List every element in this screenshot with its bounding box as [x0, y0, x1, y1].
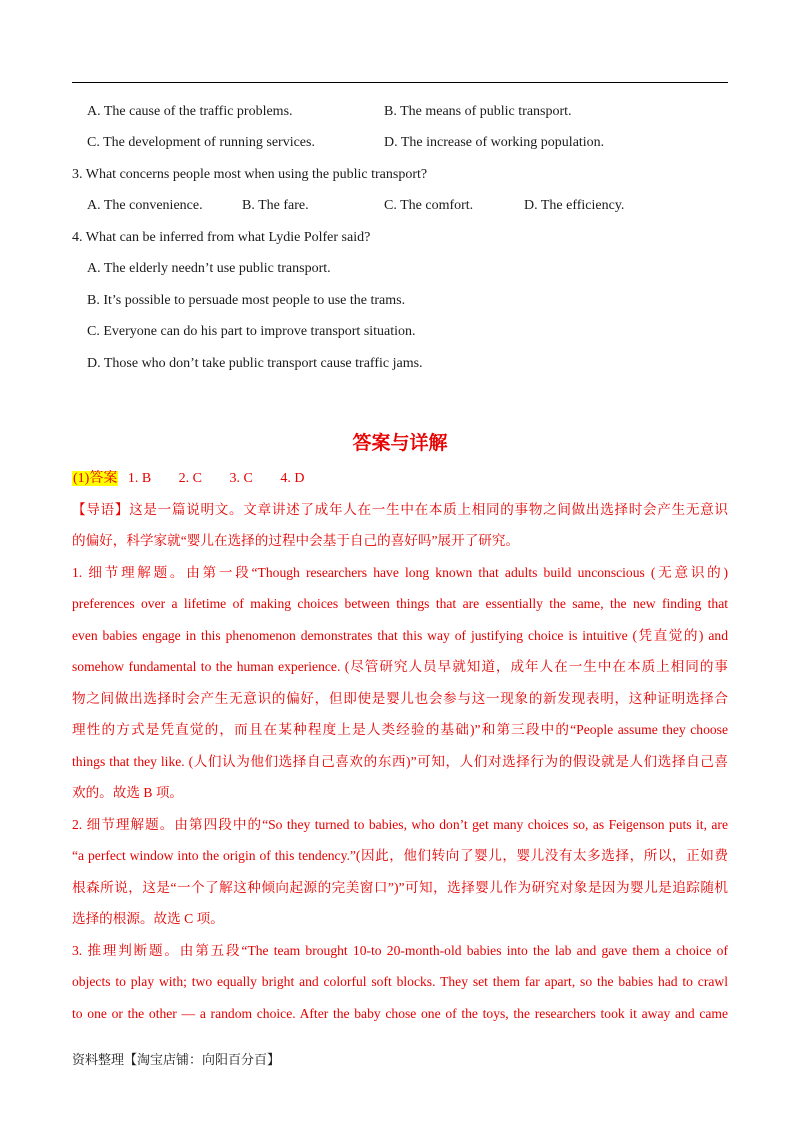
answer-key-row — [72, 470, 304, 488]
answer-section-title: 答案与详解 — [352, 432, 448, 454]
q4-option-b: B. It’s possible to persuade most people to use the trams. — [87, 293, 406, 308]
item2-line: “a perfect window into the origin of this tendency.”(因此，他们转向了婴儿，婴儿没有太多选择，所以，正如费 — [72, 848, 728, 863]
answer-2: 2. C — [178, 471, 203, 486]
q3-option-b: B. The fare. — [242, 198, 309, 213]
item1-line: 欢的。故选 B 项。 — [72, 785, 184, 800]
intro-line: 【导语】这是一篇说明文。文章讲述了成年人在一生中在本质上相同的事物之间做出选择时会产生无意识 — [72, 502, 728, 517]
item3-line: 3. 推理判断题。由第五段“The team brought 10-to 20-month-old babies into the lab and gave them a choice of — [72, 943, 728, 958]
answer-1: 1. B — [127, 471, 152, 486]
q2-option-b: B. The means of public transport. — [384, 104, 572, 119]
item1-line: things that they like. (人们认为他们选择自己喜欢的东西)”可知，人们对选择行为的假设就是人们选择自己喜 — [72, 754, 728, 769]
intro-line: 的偏好，科学家就“婴儿在选择的过程中会基于自己的喜好吗”展开了研究。 — [72, 533, 520, 548]
answer-3: 3. C — [229, 471, 253, 486]
item2-line: 选择的根源。故选 C 项。 — [72, 911, 224, 926]
header-rule — [72, 82, 728, 83]
item3-line: to one or the other — a random choice. After the baby chose one of the toys, the researchers took it away and came — [72, 1006, 728, 1021]
item1-line: somehow fundamental to the human experience. (尽管研究人员早就知道，成年人在一生中在本质上相同的事 — [72, 659, 728, 674]
item1-line: 物之间做出选择时会产生无意识的偏好，但即使是婴儿也会参与这一现象的新发现表明，这种证明选择合 — [72, 691, 728, 706]
q3-option-c: C. The comfort. — [384, 198, 474, 213]
item2-line: 2. 细节理解题。由第四段中的“So they turned to babies, who don’t get many choices so, as Feigenson puts it, are — [72, 817, 728, 832]
q2-option-a: A. The cause of the traffic problems. — [87, 104, 293, 119]
item1-line: preferences over a lifetime of making choices between things that are essentially the same, the new finding that — [72, 596, 728, 611]
q3-option-d: D. The efficiency. — [524, 198, 625, 213]
page-footer: 资料整理【淘宝店铺：向阳百分百】 — [72, 1053, 281, 1068]
q3-option-a: A. The convenience. — [87, 198, 203, 213]
answer-4: 4. D — [280, 471, 305, 486]
item3-line: objects to play with; two equally bright and colorful soft blocks. They set them far apart, so the babies had to crawl — [72, 974, 728, 989]
q2-option-d: D. The increase of working population. — [384, 135, 605, 150]
item1-line: 理性的方式是凭直觉的，而且在某种程度上是人类经验的基础)”和第三段中的“People assume they choose — [72, 722, 728, 737]
answer-label: (1)答案 — [73, 471, 118, 486]
q4-stem: 4. What can be inferred from what Lydie Polfer said? — [72, 230, 371, 245]
item2-line: 根森所说，这是“一个了解这种倾向起源的完美窗口”)”可知，选择婴儿作为研究对象是因为婴儿是追踪随机 — [72, 880, 728, 895]
q4-option-a: A. The elderly needn’t use public transport. — [87, 261, 331, 276]
q2-option-c: C. The development of running services. — [87, 135, 315, 150]
q4-option-d: D. Those who don’t take public transport cause traffic jams. — [87, 356, 423, 371]
q3-stem: 3. What concerns people most when using the public transport? — [72, 167, 428, 182]
item1-line: even babies engage in this phenomenon demonstrates that this way of justifying choice is intuitive (凭直觉的) and — [72, 628, 728, 643]
q4-option-c: C. Everyone can do his part to improve transport situation. — [87, 324, 416, 339]
item1-line: 1. 细节理解题。由第一段“Though researchers have long known that adults build unconscious (无意识的) — [72, 565, 728, 580]
